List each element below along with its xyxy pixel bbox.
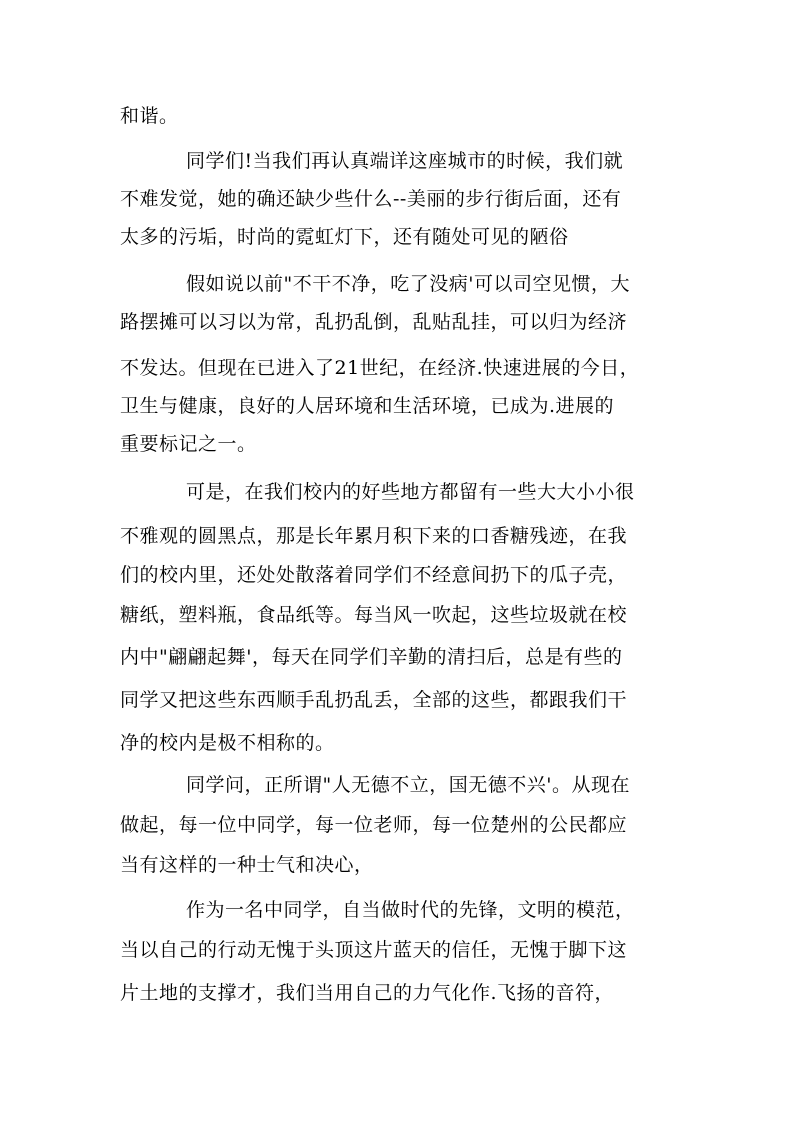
text-line: 重要标记之一。 [120, 433, 257, 455]
text-line: 不发达。但现在已进入了21世纪，在经济.快速进展的今日， [120, 357, 640, 379]
text-line: 太多的污垢，时尚的霓虹灯下，还有随处可见的陋俗 [120, 226, 569, 248]
text-line: 路摆摊可以习以为常，乱扔乱倒，乱贴乱挂，可以归为经济 [120, 311, 628, 333]
text-line: 和谐。 [120, 105, 179, 127]
text-line: 净的校内是极不相称的。 [120, 732, 335, 754]
text-line: 片土地的支撑才，我们当用自己的力气化作.飞扬的音符， [120, 982, 615, 1004]
text-line: 们的校内里，还处处散落着同学们不经意间扔下的瓜子壳， [120, 564, 628, 586]
text-line: 可是，在我们校内的好些地方都留有一些大大小小很 [186, 481, 635, 503]
text-line: 假如说以前"不干不净，吃了没病'可以司空见惯，大 [186, 273, 630, 295]
text-line: 内中"翩翩起舞'，每天在同学们辛勤的清扫后，总是有些的 [120, 646, 623, 668]
text-line: 作为一名中同学，自当做时代的先锋，文明的模范， [186, 899, 635, 921]
text-line: 同学问，正所谓"人无德不立，国无德不兴'。从现在 [186, 774, 630, 796]
text-line: 糖纸，塑料瓶，食品纸等。每当风一吹起，这些垃圾就在校 [120, 604, 628, 626]
text-line: 不雅观的圆黑点，那是长年累月积下来的口香糖残迹，在我 [120, 525, 628, 547]
text-line: 同学又把这些东西顺手乱扔乱丢，全部的这些，都跟我们干 [120, 689, 628, 711]
text-line: 当以自己的行动无愧于头顶这片蓝天的信任，无愧于脚下这 [120, 939, 628, 961]
text-line: 不难发觉，她的确还缺少些什么--美丽的步行街后面，还有 [120, 188, 622, 210]
text-line: 卫生与健康，良好的人居环境和生活环境，已成为.进展的 [120, 395, 615, 417]
text-line: 当有这样的一种士气和决心， [120, 854, 374, 876]
text-line: 做起，每一位中同学，每一位老师，每一位楚州的公民都应 [120, 814, 628, 836]
text-line: 同学们!当我们再认真端详这座城市的时候，我们就 [186, 150, 624, 172]
